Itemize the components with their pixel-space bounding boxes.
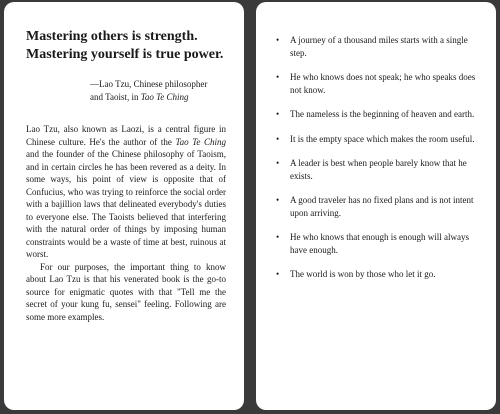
paragraph-1-end: and the founder of the Chinese philosophy of Taoism, and in certain circles he has been revered as a deity. In some ways, his point of view is opposite that of Confucius, who was trying to reinforce the social order with a bajillion laws that delineated everybody's duties to everyone else. The Taoists believed that interfering with the natural order of things by imposing human constraints would be a waste of time at best, ruinous at worst.: [26, 149, 226, 259]
quote-text: A leader is best when people barely know that he exists.: [290, 158, 467, 181]
quote-text: A good traveler has no fixed plans and is not intent upon arriving.: [290, 195, 474, 218]
quote-text: The world is won by those who let it go.: [290, 269, 436, 279]
quote-text: It is the empty space which makes the room useful.: [290, 133, 475, 144]
attribution-text: —Lao Tzu, Chinese philosopher and Taoist, in: [90, 79, 208, 102]
bullet-icon: •: [276, 72, 280, 82]
list-item: [276, 108, 480, 121]
attribution-book-title: Tao Te Ching: [140, 91, 189, 102]
bullet-icon: •: [276, 35, 280, 45]
bullet-icon: •: [276, 232, 280, 242]
list-item: [276, 268, 480, 281]
bullet-icon: •: [276, 195, 280, 205]
list-item: [276, 231, 480, 256]
epigraph: [26, 28, 226, 64]
paragraph-2: For our purposes, the important thing to know about Lao Tzu is that his venerated book is the go-to source for enigmatic quotes with that "Tell me the secret of your kung fu, sensei" feeling. Following are some more examples.: [26, 261, 226, 322]
bullet-icon: •: [276, 269, 280, 279]
right-page: [256, 2, 496, 410]
body-text: [26, 123, 226, 323]
bullet-icon: •: [276, 158, 280, 168]
quote-list: [276, 34, 480, 281]
epigraph-line-2: Mastering yourself is true power.: [26, 47, 224, 62]
paragraph-1-book-title: Tao Te Ching: [175, 136, 226, 147]
bullet-icon: •: [276, 133, 280, 144]
list-item: [276, 194, 480, 219]
quote-text: The nameless is the beginning of heaven and earth.: [290, 109, 475, 119]
epigraph-line-1: Mastering others is strength.: [26, 29, 198, 44]
list-item: [276, 157, 480, 182]
attribution: [90, 78, 220, 103]
paragraph-1: [26, 123, 226, 261]
list-item: [276, 71, 480, 96]
list-item: [276, 34, 480, 59]
paragraph-1-start: Lao Tzu, also known as Laozi, is a central figure in Chinese culture. He's the author of the: [26, 124, 226, 147]
left-page: [4, 2, 244, 410]
quote-text: He who knows does not speak; he who speaks does not know.: [290, 72, 476, 95]
list-item: [276, 133, 480, 146]
bullet-icon: •: [276, 109, 280, 119]
quote-text: A journey of a thousand miles starts with a single step.: [290, 35, 468, 58]
quote-text: He who knows that enough is enough will always have enough.: [290, 232, 469, 255]
